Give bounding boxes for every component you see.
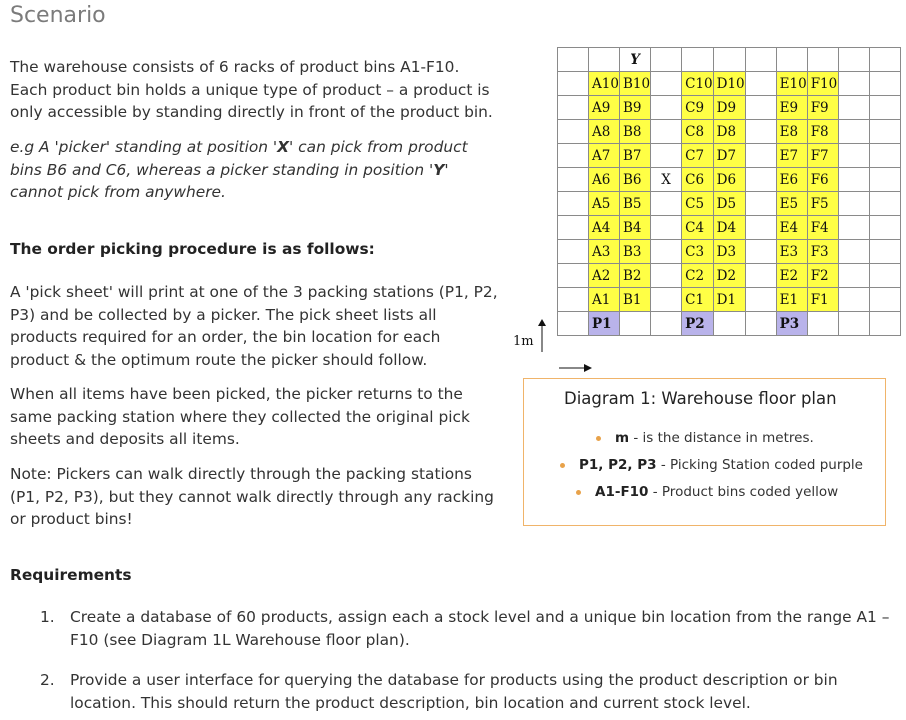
floor-cell [651, 72, 682, 96]
packing-station: P1 [589, 312, 620, 336]
floor-cell [869, 120, 900, 144]
product-bin: E10 [776, 72, 807, 96]
floor-cell [651, 192, 682, 216]
product-bin: A2 [589, 264, 620, 288]
floor-cell [745, 168, 776, 192]
floor-cell [558, 72, 589, 96]
product-bin: A4 [589, 216, 620, 240]
floor-cell [869, 72, 900, 96]
floor-cell [558, 240, 589, 264]
arrow-up-icon [538, 319, 546, 326]
product-bin: B9 [620, 96, 651, 120]
grid-row [558, 216, 901, 240]
packing-station: P3 [776, 312, 807, 336]
floor-cell [838, 72, 869, 96]
requirements-heading: Requirements [10, 566, 132, 584]
note-paragraph [10, 463, 500, 531]
legend-text: - Product bins coded yellow [648, 484, 839, 500]
product-bin: E8 [776, 120, 807, 144]
arrow-right-icon [584, 364, 592, 372]
floor-cell [558, 288, 589, 312]
floor-cell [838, 96, 869, 120]
product-bin: B8 [620, 120, 651, 144]
floor-cell [745, 96, 776, 120]
floor-cell [558, 192, 589, 216]
product-bin: E4 [776, 216, 807, 240]
floor-cell [558, 96, 589, 120]
product-bin: F10 [807, 72, 838, 96]
product-bin: D3 [713, 240, 745, 264]
floor-cell [838, 216, 869, 240]
example-text-1: e.g A 'picker' standing at position ' [10, 138, 278, 156]
grid-row [558, 168, 901, 192]
example-x: X [277, 138, 290, 156]
product-bin: C1 [682, 288, 714, 312]
floor-cell [869, 312, 900, 336]
product-bin: D5 [713, 192, 745, 216]
product-bin: B3 [620, 240, 651, 264]
product-bin: B6 [620, 168, 651, 192]
product-bin: E9 [776, 96, 807, 120]
product-bin: B5 [620, 192, 651, 216]
floor-cell [776, 48, 807, 72]
grid-row [558, 312, 901, 336]
requirement-item [40, 606, 900, 651]
floor-cell [745, 72, 776, 96]
legend-text: - Picking Station coded purple [656, 457, 863, 473]
product-bin: F4 [807, 216, 838, 240]
floor-cell [838, 312, 869, 336]
product-bin: B7 [620, 144, 651, 168]
return-paragraph [10, 383, 500, 451]
picker-example [10, 136, 500, 204]
requirement-number: 2. [40, 671, 55, 689]
warehouse-description: The warehouse consists of 6 racks of product bins A1-F10. Each product bin holds a unique type of product – a product is only accessible by standing directly in front of the product bin. [10, 58, 493, 121]
diagram-legend [523, 378, 886, 526]
floor-cell [651, 240, 682, 264]
grid-row [558, 72, 901, 96]
floor-cell [869, 48, 900, 72]
product-bin: E6 [776, 168, 807, 192]
grid-row [558, 288, 901, 312]
product-bin: E5 [776, 192, 807, 216]
bullet-icon [596, 436, 601, 441]
floor-cell [651, 96, 682, 120]
floor-cell [869, 192, 900, 216]
floor-cell [869, 96, 900, 120]
product-bin: E1 [776, 288, 807, 312]
floor-cell [807, 312, 838, 336]
floor-cell [651, 216, 682, 240]
floor-cell [745, 120, 776, 144]
page-title: Scenario [10, 3, 106, 28]
pick-sheet-text: A 'pick sheet' will print at one of the 3 packing stations (P1, P2, P3) and be collected by a picker. The pick sheet lists all products required for an order, the bin location for each product & the optimum route the picker should follow. [10, 283, 498, 369]
product-bin: A5 [589, 192, 620, 216]
product-bin: D8 [713, 120, 745, 144]
procedure-heading: The order picking procedure is as follows: [10, 240, 375, 258]
product-bin: F1 [807, 288, 838, 312]
floor-cell [558, 264, 589, 288]
product-bin: D7 [713, 144, 745, 168]
grid-row [558, 96, 901, 120]
product-bin: B2 [620, 264, 651, 288]
floor-cell [558, 216, 589, 240]
floor-cell [838, 168, 869, 192]
legend-item-bins [576, 484, 838, 500]
floor-cell [682, 48, 714, 72]
scale-arrows [535, 318, 597, 374]
floor-cell [745, 288, 776, 312]
floor-cell [869, 264, 900, 288]
product-bin: A9 [589, 96, 620, 120]
grid-row [558, 240, 901, 264]
picker-position: X [651, 168, 682, 192]
floor-cell [713, 312, 745, 336]
floor-cell [838, 288, 869, 312]
product-bin: D9 [713, 96, 745, 120]
product-bin: D6 [713, 168, 745, 192]
grid-row [558, 48, 901, 72]
floor-cell [713, 48, 745, 72]
requirement-item [40, 669, 900, 714]
example-text-2: ' can pick from product bins B6 and C6, whereas a picker standing in position ' [10, 138, 468, 179]
product-bin: F6 [807, 168, 838, 192]
product-bin: A1 [589, 288, 620, 312]
return-text: When all items have been picked, the picker returns to the same packing station where they collected the original pick sheets and deposits all items. [10, 385, 470, 448]
product-bin: C9 [682, 96, 714, 120]
floor-cell [651, 288, 682, 312]
floor-cell [869, 216, 900, 240]
product-bin: E7 [776, 144, 807, 168]
product-bin: F8 [807, 120, 838, 144]
product-bin: C4 [682, 216, 714, 240]
grid-row [558, 120, 901, 144]
floor-cell [838, 264, 869, 288]
example-y: Y [433, 160, 445, 179]
product-bin: D4 [713, 216, 745, 240]
product-bin: A6 [589, 168, 620, 192]
floor-cell [869, 288, 900, 312]
product-bin: D2 [713, 264, 745, 288]
floor-cell [869, 168, 900, 192]
product-bin: A3 [589, 240, 620, 264]
legend-text: - is the distance in metres. [629, 430, 814, 446]
floor-cell [869, 240, 900, 264]
floor-cell [838, 144, 869, 168]
warehouse-floor-plan [557, 47, 901, 336]
floor-cell [838, 48, 869, 72]
floor-cell [651, 144, 682, 168]
floor-cell [838, 192, 869, 216]
requirement-text: Create a database of 60 products, assign each a stock level and a unique bin location from the range A1 – F10 (see Diagram 1L Warehouse floor plan). [70, 608, 890, 649]
product-bin: E2 [776, 264, 807, 288]
grid-row [558, 192, 901, 216]
legend-item-distance [596, 430, 814, 446]
legend-title: Diagram 1: Warehouse floor plan [564, 389, 837, 408]
scenario-intro [10, 56, 500, 124]
floor-cell [558, 48, 589, 72]
legend-key: A1-F10 [595, 484, 649, 500]
floor-cell [745, 144, 776, 168]
scale-label: 1m [513, 334, 534, 349]
floor-cell [869, 144, 900, 168]
note-text: Note: Pickers can walk directly through the packing stations (P1, P2, P3), but they cannot walk directly through any racking or product bins! [10, 465, 494, 528]
product-bin: D10 [713, 72, 745, 96]
product-bin: D1 [713, 288, 745, 312]
legend-key: P1, P2, P3 [579, 457, 657, 473]
product-bin: C8 [682, 120, 714, 144]
example-text-3: ' cannot pick from anywhere. [10, 160, 449, 201]
legend-item-stations [560, 457, 863, 473]
product-bin: C2 [682, 264, 714, 288]
product-bin: F7 [807, 144, 838, 168]
floor-cell [745, 192, 776, 216]
floor-cell [745, 240, 776, 264]
product-bin: C10 [682, 72, 714, 96]
floor-cell [745, 312, 776, 336]
requirement-text: Provide a user interface for querying the database for products using the product description or bin location. This should return the product description, bin location and current stock level. [70, 671, 838, 712]
product-bin: B1 [620, 288, 651, 312]
floor-cell [807, 48, 838, 72]
product-bin: A8 [589, 120, 620, 144]
floor-cell [745, 48, 776, 72]
grid-row [558, 144, 901, 168]
product-bin: F5 [807, 192, 838, 216]
picker-position: Y [620, 48, 651, 72]
floor-cell [620, 312, 651, 336]
product-bin: C7 [682, 144, 714, 168]
floor-cell [838, 120, 869, 144]
product-bin: A10 [589, 72, 620, 96]
product-bin: F9 [807, 96, 838, 120]
pick-sheet-paragraph [10, 281, 500, 371]
floor-cell [745, 216, 776, 240]
product-bin: C5 [682, 192, 714, 216]
floor-cell [651, 120, 682, 144]
bullet-icon [576, 490, 581, 495]
product-bin: C3 [682, 240, 714, 264]
floor-cell [558, 168, 589, 192]
product-bin: B10 [620, 72, 651, 96]
packing-station: P2 [682, 312, 714, 336]
floor-cell [651, 312, 682, 336]
floor-cell [558, 144, 589, 168]
floor-cell [558, 120, 589, 144]
product-bin: C6 [682, 168, 714, 192]
floor-cell [838, 240, 869, 264]
bullet-icon [560, 463, 565, 468]
grid-row [558, 264, 901, 288]
product-bin: E3 [776, 240, 807, 264]
product-bin: F2 [807, 264, 838, 288]
floor-cell [745, 264, 776, 288]
floor-cell [651, 48, 682, 72]
requirement-number: 1. [40, 608, 55, 626]
floor-cell [589, 48, 620, 72]
floor-cell [651, 264, 682, 288]
product-bin: F3 [807, 240, 838, 264]
legend-key: m [615, 430, 630, 446]
product-bin: B4 [620, 216, 651, 240]
product-bin: A7 [589, 144, 620, 168]
